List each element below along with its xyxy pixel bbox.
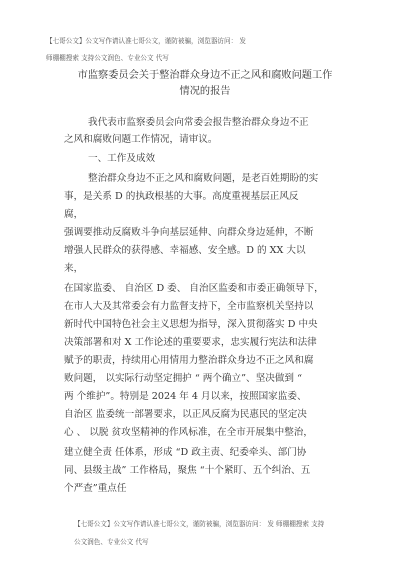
- body-line: 决策部署和对 X 工作论述的重要要求，忠实履行宪法和法律: [64, 337, 317, 348]
- section-heading: 一、工作及成效: [88, 153, 156, 164]
- body-line: 强调要推动反腐败斗争向基层延伸、向群众身边延伸，不断: [64, 227, 314, 238]
- body-line: 同、县级主战” 工作格局，聚焦 “十个紧盯、五个纠治、五: [64, 465, 311, 476]
- body-line: 之风和腐败问题工作情况，请审议。: [64, 134, 218, 145]
- body-line: 新时代中国特色社会主义思想为指导，深入贯彻落实 D 中央: [64, 319, 318, 330]
- body-line: 在国家监委、 自治区 D 委、 自治区监委和市委正确领导下，: [64, 283, 324, 294]
- body-line: 两 个维护”。特别是 2024 年 4 月以来，按照国家监委、: [64, 391, 307, 402]
- body-line: 建立健全责 任体系，形成 “D 政主责、纪委牵头、部门协: [64, 447, 307, 458]
- body-line: 赋予的职责，持续用心用情用力整治群众身边不正之风和腐: [64, 355, 314, 366]
- body-line: 个严查”重点任: [64, 483, 127, 494]
- body-line: 增强人民群众的获得感、幸福感、安全感。D 的 XX 大以: [64, 245, 306, 256]
- body-line: 来，: [64, 263, 84, 274]
- document-title-line-1: 市监察委员会关于整治群众身边不正之风和腐败问题工作: [77, 70, 333, 81]
- footer-watermark-line-2: 公文润色、专业公文 代写: [74, 538, 149, 546]
- body-line: 整治群众身边不正之风和腐败问题，是老百姓期盼的实: [88, 173, 319, 184]
- body-line: 自治区 监委统一部署要求，以正风反腐为民惠民的坚定决: [64, 409, 307, 420]
- body-line: 在市人大及其常委会有力监督支持下，全市监察机关坚持以: [64, 301, 314, 312]
- body-line: 心 、 以脱 贫攻坚精神的作风标准，在全市开展集中整治，: [64, 427, 313, 438]
- document-title-line-2: 情况的报告: [179, 86, 231, 97]
- body-line: 事，是关系 D 的执政根基的大事。高度重视基层正风反: [64, 191, 299, 202]
- body-line: 败问题， 以实际行动坚定拥护 “ 两个确立”、坚决做到 “: [64, 373, 302, 384]
- body-line: 我代表市监察委员会向常委会报告整治群众身边不正: [88, 117, 309, 128]
- body-line: 腐，: [64, 209, 84, 220]
- header-watermark-line-1: 【七哥公文】公文写作请认准七哥公文，谨防被骗，浏览器访问： 发: [46, 37, 246, 45]
- footer-watermark-line-1: 【七哥公文】公文写作请认准七哥公文，谨防被骗，浏览器访问： 发 师棚棚搜索 支持: [74, 520, 325, 528]
- header-watermark-line-2: 师棚棚搜索 支持公文润色、专业公文 代写: [46, 54, 169, 62]
